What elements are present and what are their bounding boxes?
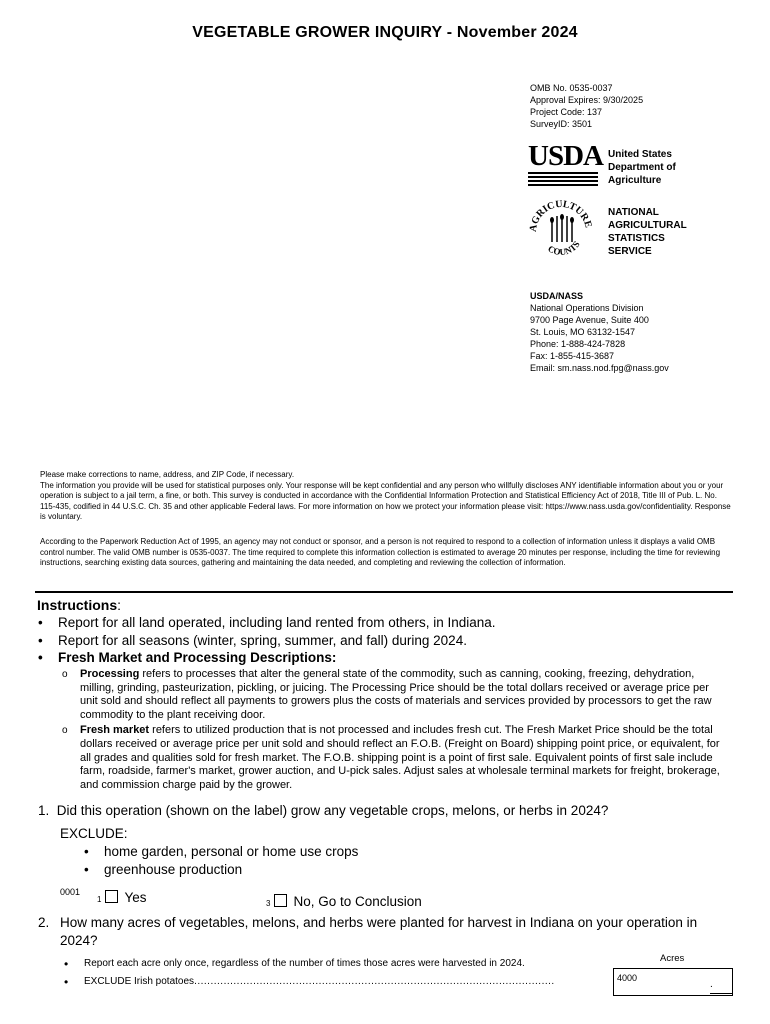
seal-top-text: AGRICULTURE: [528, 198, 594, 233]
no-checkbox[interactable]: [274, 894, 287, 907]
no-option[interactable]: [266, 893, 422, 913]
address-line: National Operations Division: [530, 303, 644, 313]
address-org: USDA/NASS: [530, 291, 584, 301]
instruction-item: • Report for all seasons (winter, spring, summer, and fall) during 2024.: [36, 632, 496, 650]
fresh-market-description: [62, 724, 722, 792]
nass-line: NATIONAL: [608, 207, 659, 218]
acres-header: Acres: [660, 953, 685, 964]
leader-dots: ..............................................................................................................: [194, 976, 555, 987]
usda-logo: [528, 140, 603, 188]
question-text: How many acres of vegetables, melons, and herbs were planted for harvest in Indiana on your operation in 2024?: [60, 915, 698, 948]
yes-option[interactable]: [97, 889, 146, 909]
address-line: St. Louis, MO 63132-1547: [530, 327, 636, 337]
corrections-note: Please make corrections to name, address, and ZIP Code, if necessary.: [40, 470, 295, 479]
processing-term: Processing: [80, 668, 140, 680]
fax: Fax: 1-855-415-3687: [530, 351, 615, 361]
seal-bottom-text: COUNTS: [546, 239, 582, 258]
fresh-market-text: refers to utilized production that is not processed and includes fresh cut. The Fresh Market Price should be the total dollars received or average price per unit sold and should reflect an F.O.B. (Freight on Board) shipping point price, or equivalent, for all grades and qualities sold for fresh market. The F.O.B. shipping point is a point of first sale. Equivalent points of first sale include farm, roadside, farmer's market, grower auction, and U-pick sales. Adjust sales at wholesale terminal markets for freight, brokerage, and commission charge paid by the grower.: [80, 724, 720, 791]
confidentiality-notice: [40, 470, 732, 523]
decimal-point: .: [710, 979, 713, 990]
form-title: VEGETABLE GROWER INQUIRY - November 2024: [192, 24, 578, 41]
acres-input[interactable]: [710, 979, 732, 994]
agriculture-counts-seal-icon: [528, 196, 594, 262]
address-line: 9700 Page Avenue, Suite 400: [530, 315, 649, 325]
q2-note: [62, 973, 609, 991]
descriptions-list: [62, 668, 722, 794]
phone: Phone: 1-888-424-7828: [530, 339, 626, 349]
instructions-list: [36, 614, 496, 667]
exclude-item: • greenhouse production: [82, 861, 358, 879]
nass-line: SERVICE: [608, 246, 652, 257]
omb-block: [530, 82, 643, 130]
exclude-item: • home garden, personal or home use crops: [82, 843, 358, 861]
usda-logo-text: USDA: [528, 140, 603, 172]
question-2: [38, 914, 728, 949]
instructions-heading-text: Instructions: [37, 597, 118, 613]
dept-line: Agriculture: [608, 175, 662, 186]
fresh-market-term: Fresh market: [80, 724, 150, 737]
instructions-heading: Instructions:: [37, 597, 122, 613]
q2-notes: [62, 955, 609, 991]
email: Email: sm.nass.nod.fpg@nass.gov: [530, 363, 669, 373]
department-name: [608, 148, 676, 187]
q2-note-text: EXCLUDE Irish potatoes: [84, 976, 195, 987]
exclude-label: EXCLUDE:: [60, 826, 128, 841]
paperwork-notice: According to the Paperwork Reduction Act of 1995, an agency may not conduct or sponsor, and a person is not required to respond to a collection of information unless it displays a valid OMB control number. The valid OMB number is 0535-0037. The time required to complete this information collection is estimated to average 20 minutes per response, including the time for reviewing instructions, searching existing data sources, gathering and maintaining the data needed, and completing and reviewing the collection of information.: [40, 537, 721, 567]
nass-line: STATISTICS: [608, 233, 665, 244]
question-number: 2.: [38, 915, 50, 930]
omb-number: OMB No. 0535-0037: [530, 83, 613, 93]
processing-description: [62, 668, 722, 722]
option-code: 1: [97, 895, 102, 904]
nass-name: [608, 206, 687, 258]
q2-note: • Report each acre only once, regardless of the number of times those acres were harvested in 2024.: [62, 955, 609, 973]
no-label: No, Go to Conclusion: [293, 894, 422, 909]
dept-line: United States: [608, 149, 672, 160]
question-text: Did this operation (shown on the label) grow any vegetable crops, melons, or herbs in 2024?: [56, 803, 609, 818]
usda-logo-stripes: [528, 172, 598, 186]
yes-checkbox[interactable]: [105, 890, 118, 903]
return-address: [530, 290, 669, 374]
question-1: [38, 802, 608, 820]
dept-line: Department of: [608, 162, 676, 173]
exclude-list: [82, 843, 358, 878]
yes-label: Yes: [124, 890, 147, 905]
survey-id: SurveyID: 3501: [530, 119, 593, 129]
instruction-item: • Fresh Market and Processing Descriptions:: [36, 649, 496, 667]
nass-line: AGRICULTURAL: [608, 220, 687, 231]
confidentiality-text: The information you provide will be used for statistical purposes only. Your response will be kept confidential and any person who willfully discloses ANY identifiable information about you or your operation is subject to a jail term, a fine, or both. This survey is conducted in accordance with the Confidential Information Protection and Statistical Efficiency Act of 2018, Title III of Pub. L. No. 115-435, codified in 44 U.S.C. Ch. 35 and other applicable Federal laws. For more information on how we protect your information please visit: https://www.nass.usda.gov/confidentiality. Response is voluntary.: [40, 480, 731, 521]
processing-text: refers to processes that alter the general state of the commodity, such as canning, cooking, freezing, dehydration, milling, grinding, pasteurization, pickling, or juicing. The Processing Price should be the total dollars received or average price per unit sold and should reflect all payments to growers plus the costs of materials and services provided by processors to get the raw commodity to the plant receiving door.: [80, 668, 712, 721]
option-code: 3: [266, 899, 271, 908]
approval-expires: Approval Expires: 9/30/2025: [530, 95, 644, 105]
acres-item-code: 4000: [617, 973, 638, 983]
project-code: Project Code: 137: [530, 107, 603, 117]
instruction-item: • Report for all land operated, including land rented from others, in Indiana.: [36, 614, 496, 632]
item-code: 0001: [60, 887, 81, 897]
question-number: 1.: [38, 803, 50, 818]
section-divider: [35, 591, 733, 593]
